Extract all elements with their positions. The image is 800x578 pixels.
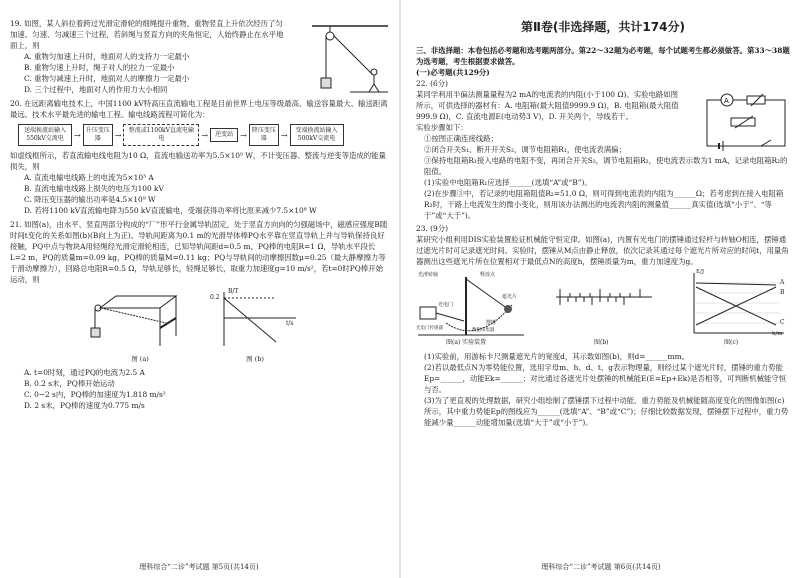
arrow-icon: → [240, 130, 247, 140]
q22-step-2: ②闭合开关S₁、断开开关S₂，调节电阻箱R₁，使电流表满偏； [424, 145, 626, 154]
q23-figure-a [416, 269, 528, 349]
question-23 [416, 223, 790, 428]
section-required: (一)必考题(共129分) [416, 68, 490, 77]
q22-sub-2: (2)在步骤③中，若记录的电阻箱阻值R₂=51.0 Ω，则可得到电流表的内阻为______Ω；若考虑到在接入电阻箱R₂时，干路上电流发生的微小变化，则用该办法测出的电流表内阻的测量值______真实值(选填“小于”、“等于”或“大于”)。 [424, 189, 784, 220]
question-22 [416, 78, 790, 221]
q20-option-b: B. 直流电输电线路上损失的电压为100 kV [24, 184, 164, 193]
b-t-graph-svg [210, 288, 300, 350]
flow-step-receiving-station: 变端换流站输入500kV交流电 [290, 124, 344, 146]
q23-head: 23. (9分) [416, 224, 448, 233]
q19-option-d: D. 三个过程中，地面对人的作用力大小相同 [24, 85, 168, 94]
b-tick-label: 0.2 [210, 294, 220, 301]
label-smooth-axis: 光滑转轴 [418, 272, 439, 278]
q23-sub-3: (3)为了更直观的处理数据，研究小组绘制了摆锤摆下过程中动能、重力势能及机械能随高度变化的图像如图(c)所示，其中重力势能Ep的图线应为______(选填“A”、“B”或“C”)；仔细比较数据发现，摆锤摆下过程中，重力势能减少量______动能增加量(选填“大于”或“小于”)。 [424, 396, 789, 427]
q23-figure-b-caption: 图(b) [594, 339, 609, 346]
t-axis-label: t/s [286, 320, 294, 327]
energy-axis-label: E/J [696, 269, 705, 275]
label-photogate-sensor: 光电门传感器 [416, 326, 443, 331]
q21-figures [90, 288, 388, 365]
question-21 [10, 219, 388, 411]
q23-sub-1: (1)实验前，用游标卡尺测量遮光片的宽度d，其示数如图(b)，则d=______mm。 [424, 352, 689, 361]
flow-step-dc-line: 整流或1100kV直流电输电 [123, 124, 199, 146]
q22-stem: 某同学利用半偏法测量量程为2 mA的电流表的内阻(小于100 Ω)。实验电路如图所示，可供选择的器材有：A. 电阻箱(最大阻值9999.9 Ω)，B. 电阻箱(最大阻值999.9 Ω)，C. 直流电源E(电动势3 V)，D. 开关两个，导线若干。 [416, 90, 679, 121]
q23-figure-c [680, 269, 790, 349]
section-instruction: 三、非选择题：本卷包括必考题和选考题两部分。第22～32题为必考题，每个试题考生都必须做答。第33～38题为选考题，考生根据要求做答。 [416, 46, 790, 66]
q20-stem-2: 如虚线框所示，若直流输电线电阻为10 Ω，直流电输送功率为5.5×10⁹ W，不计变压器、整流与逆变等造成的能量损失，则 [10, 151, 386, 171]
flow-step-sending-station: 送端换流站输入550kV交流电 [18, 124, 72, 146]
q22-step-1: ①按图正确连接线路； [424, 134, 498, 143]
q19-option-a: A. 重物匀加速上升时，地面对人的支持力一定最小 [24, 52, 190, 61]
q21-option-a: A. t=0时刻，通过PQ的电流为2.5 A [24, 368, 145, 377]
q20-stem: 20. 在远距离输电技术上，中国1100 kV特高压直流输电工程是目前世界上电压等级最高、输送容量最大、输送距离最远、技术水平最先进的输电工程。输电线路流程可简化为： [10, 99, 388, 119]
q20-option-d: D. 若将1100 kV直流输电降为550 kV直流输电，受端获得功率将比原来减少7.5×10⁸ W [24, 206, 317, 215]
q23-figure-c-caption: 图(c) [724, 339, 739, 346]
flow-step-inverter: 逆变站 [210, 128, 238, 142]
label-pendulum-bob: 摆锤 [486, 320, 497, 326]
q23-figure-b [554, 269, 654, 349]
q20-option-c: C. 降压变压器的输出功率是4.5×10⁹ W [24, 195, 156, 204]
q22-sub-1: (1)实验中电阻箱R₁应选择______(选填“A”或“B”)。 [424, 178, 592, 187]
label-data-collector: 数据采集器 [472, 328, 495, 333]
q22-circuit-figure [701, 92, 791, 154]
q23-figures [416, 269, 790, 349]
rail-figure-svg [90, 288, 190, 350]
label-shading-sheet: 遮光片 [502, 294, 518, 300]
q22-steps-head: 实验步骤如下： [416, 123, 468, 132]
q19-stem: 19. 如图，某人斜拉着跨过光滑定滑轮的细绳提升重物，重物竖直上升依次经历了匀加速、匀速、匀减速三个过程，若斜绳与竖直方向的夹角恒定，人始终静止在水平地面上，则 [10, 19, 284, 50]
arrow-icon: → [280, 130, 288, 140]
b-axis-label: B/T [228, 288, 239, 295]
energy-graph-svg [680, 269, 790, 339]
q20-option-a: A. 直流电输电线路上的电流为5×10³ A [24, 173, 154, 182]
line-b-label: B [780, 289, 785, 296]
q21-option-b: B. 0.2 s末，PQ棒开始运动 [24, 379, 115, 388]
left-page [0, 0, 398, 578]
arrow-icon: → [201, 130, 209, 140]
q21-figure-b-caption: 图 (b) [246, 355, 264, 363]
q21-figure-a [90, 288, 190, 365]
transmission-flow-diagram [18, 124, 388, 146]
flow-step-step-down: 降压变压器 [249, 124, 279, 146]
svg-text:A: A [724, 97, 729, 105]
q22-head: 22. (6分) [416, 79, 448, 88]
q23-stem: 某研究小组利用DIS实验装置验证机械能守恒定律。如图(a)，内置有光电门的摆锤通过轻杆与转轴O相连，摆锤通过遮光片时可记录遮光时间。实验时，摆锤从M点由静止释放，依次记录其通过每个遮光片所对应的时间t，用量角器测出这些遮光片所在位置相对于最低点N的高度h，摆锤质量为m，重力加速度为g。 [416, 235, 789, 266]
label-release-point: 释放点 [480, 272, 496, 278]
line-c-label: C [780, 319, 785, 326]
q21-figure-a-caption: 图 (a) [131, 355, 149, 363]
page-divider [399, 0, 401, 578]
q22-step-3: ③保持电阻箱R₁接入电路的电阻不变，再闭合开关S₂，调节电阻箱R₂，使电流表示数为1 mA，记录电阻箱R₂的阻值。 [424, 156, 788, 176]
label-photogate: 光电门 [438, 302, 454, 308]
q21-figure-b [210, 288, 300, 365]
section-title: 第Ⅱ卷(非选择题，共计174分) [521, 20, 685, 34]
arrow-icon: → [74, 130, 81, 140]
height-axis-label: h/m [772, 331, 783, 337]
q19-option-b: B. 重物匀速上升时，绳子对人的拉力一定最小 [24, 63, 175, 72]
q21-stem: 21. 如图(a)，由水平、竖直两部分构成的“厂”形平行金属导轨固定，处于竖直方向向的匀强磁场中，磁感应强度B随时间t变化的关系如图(b)(B向上为正)。导轨间距离为0.1 m的光滑导体棒PQ水平靠在竖直导轨上并与导轨保持良好接触，PQ中点与物块A用轻绳经光滑定滑轮相连，已知导轨间距d=0.5 m，PQ棒的电阻R=1 Ω，导轨水平段长L=2 m，PQ的质量m=0.09 kg，PQ棒的质量M=0.11 kg；PQ与导轨间的动摩擦因数μ=0.25（最大静摩擦力等于滑动摩擦力），回路总电阻R=0.5 Ω，导轨足够长，轻绳足够长，取重力加速度g=10 m/s²，若t=0时PQ棒开始运动，则 [10, 220, 388, 284]
q23-figure-a-caption: 图(a) 实验装置 [446, 339, 487, 346]
line-a-label: A [780, 279, 785, 286]
q19-option-c: C. 重物匀减速上升时，地面对人的摩擦力一定最小 [24, 74, 190, 83]
right-page [402, 0, 800, 578]
q21-option-c: C. 0~2 s内，PQ棒的加速度为1.818 m/s² [24, 390, 166, 399]
left-page-footer: 理科综合“二诊”考试题 第5页(共14页) [139, 563, 259, 571]
question-19 [10, 18, 388, 95]
question-20 [10, 98, 388, 216]
right-page-footer: 理科综合“二诊”考试题 第6页(共14页) [541, 563, 661, 571]
q23-sub-2: (2)若以最低点N为零势能位置，选用字母m、h、d、t、g表示物理量，则经过某个遮光片时，摆锤的重力势能Ep=______，动能Ek=______；对比通过各遮光片处摆锤的机械能E(E=Ep+Ek)是否相等，可判断机械能守恒与否。 [424, 363, 787, 394]
flow-step-step-up: 升压变压器 [83, 124, 113, 146]
vernier-caliper-svg [554, 269, 654, 339]
q19-pulley-figure [310, 22, 390, 94]
arrow-icon: → [114, 130, 122, 140]
q21-option-d: D. 2 s末，PQ棒的速度为0.775 m/s [24, 401, 145, 410]
